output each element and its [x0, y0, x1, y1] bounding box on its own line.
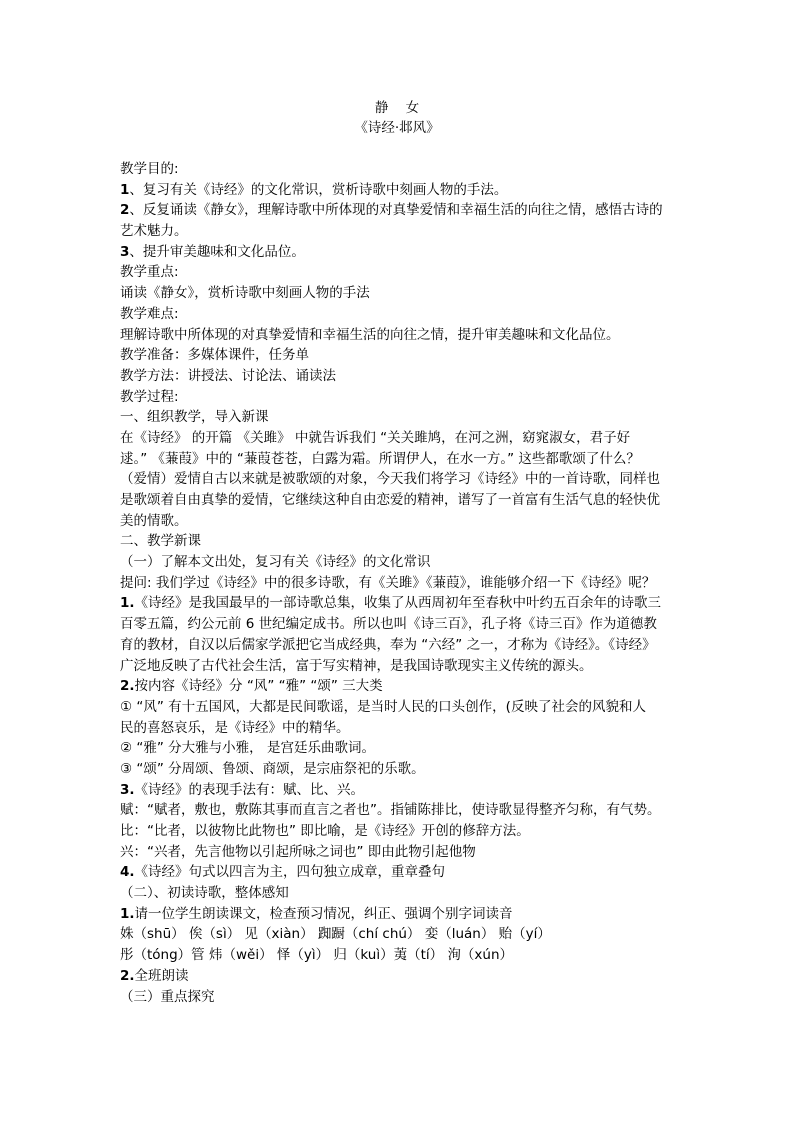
line-number: 1.	[120, 595, 135, 612]
text-line: 教学过程:	[120, 388, 179, 405]
line-number: 4.	[120, 864, 135, 881]
line-text: 请一位学生朗读课文，检查预习情况，纠正、强调个别字词读音	[134, 905, 513, 922]
text-line: 美的情歌。	[120, 512, 188, 529]
text-line: 广泛地反映了古代社会生活，富于写实精神，是我国诗歌现实主义传统的源头。	[120, 657, 593, 674]
text-line: ③ “颂” 分周颂、鲁颂、商颂，是宗庙祭祀的乐歌。	[120, 760, 425, 777]
text-line: 一、组织教学，导入新课	[120, 409, 269, 426]
text-line: 赋：“赋者，敷也，敷陈其事而直言之者也”。指铺陈排比，使诗歌显得整齐匀称，有气势。	[120, 802, 661, 819]
line-text: 《诗经》是我国最早的一部诗歌总集，收集了从西周初年至春秋中叶约五百余年的诗歌三	[134, 595, 662, 612]
line-number: 3	[120, 243, 130, 260]
text-line: （三）重点探究	[120, 988, 215, 1005]
text-line	[120, 180, 690, 201]
text-line: ① “风” 有十五国风，大都是民间歌谣，是当时人民的口头创作，(反映了社会的风貌和人	[120, 698, 646, 715]
text-line: 教学难点:	[120, 305, 179, 322]
line-number: 1.	[120, 905, 135, 922]
line-number: 1	[120, 181, 130, 198]
text-line: 是歌颂着自由真挚的爱情，它继续这种自由恋爱的精神，谱写了一首富有生活气息的轻快优	[120, 492, 660, 508]
text-line: 教学方法：讲授法、讨论法、诵读法	[120, 367, 336, 384]
line-text: 、反复诵读《静女》，理解诗歌中所体现的对真挚爱情和幸福生活的向往之情，感悟古诗的	[129, 202, 663, 219]
text-line: 比：“比者，以彼物比此物也” 即比喻，是《诗经》开创的修辞方法。	[120, 823, 530, 839]
text-line: 理解诗歌中所体现的对真挚爱情和幸福生活的向往之情，提升审美趣味和文化品位。	[120, 326, 620, 343]
text-line: 教学目的:	[120, 161, 179, 177]
text-line	[120, 676, 690, 697]
text-line: 教学准备：多媒体课件，任务单	[120, 347, 309, 364]
text-line: 兴：“兴者，先言他物以引起所咏之词也” 即由此物引起他物	[120, 843, 476, 860]
text-line: 在《诗经》 的开篇 《关雎》 中就告诉我们 “关关雎鸠，在河之洲，窈窕淑女，君子好	[120, 429, 631, 446]
line-text: 《诗经》的表现手法有：赋、比、兴。	[134, 781, 365, 798]
text-line: （一）了解本文出处，复习有关《诗经》的文化常识	[120, 554, 431, 571]
text-line: 育的教材，自汉以后儒家学派把它当成经典，奉为 “六经” 之一，才称为《诗经》。《诗经》	[120, 636, 656, 653]
text-line: ② “雅” 分大雅与小雅， 是宫廷乐曲歌词。	[120, 740, 375, 757]
line-text: 、提升审美趣味和文化品位。	[129, 243, 305, 260]
text-line	[120, 200, 690, 221]
line-text: 全班朗读	[134, 967, 189, 984]
text-line: （二）、初读诗歌，整体感知	[120, 885, 289, 902]
line-number: 2.	[120, 678, 135, 695]
line-number: 2.	[120, 967, 135, 984]
text-line: 逑。” 《蒹葭》中的 “蒹葭苍苍，白露为霜。所谓伊人，在水一方。” 这些都歌颂了什么？	[120, 450, 640, 467]
text-line	[120, 862, 690, 883]
document-subtitle: 《诗经·邶风》	[354, 120, 440, 136]
text-line	[120, 904, 690, 925]
line-text: 、复习有关《诗经》的文化常识，赏析诗歌中刻画人物的手法。	[129, 181, 508, 198]
text-line: 姝（shū） 俟（sì） 见（xiàn） 踟蹰（chí chú） 娈（luán） 贻（yí）	[120, 926, 551, 943]
text-line: 百零五篇，约公元前 6 世纪编定成书。所以也叫《诗三百》，孔子将《诗三百》作为道德教	[120, 616, 657, 633]
line-number: 3.	[120, 781, 135, 798]
text-line	[120, 780, 690, 801]
text-line: 提问: 我们学过《诗经》中的很多诗歌，有《关雎》《蒹葭》，谁能够介绍一下《诗经》呢？	[120, 574, 656, 591]
text-line: 二、教学新课	[120, 533, 201, 550]
text-line: 诵读《静女》，赏析诗歌中刻画人物的手法	[120, 285, 370, 302]
document-title: 静 女	[374, 100, 420, 116]
text-line: 教学重点:	[120, 264, 179, 281]
text-line	[120, 966, 690, 987]
text-line: 艺术魅力。	[120, 223, 188, 240]
document-body	[120, 159, 690, 1007]
line-text: 《诗经》句式以四言为主，四句独立成章，重章叠句	[134, 864, 446, 881]
text-line: 彤（tóng）管 炜（wěi） 怿（yì） 归（kuì）荑（tí） 洵（xún）	[120, 947, 514, 964]
line-text: 按内容《诗经》分 “风” “雅” “颂” 三大类	[134, 678, 383, 695]
text-line	[120, 242, 690, 263]
line-number: 2	[120, 202, 130, 219]
text-line	[120, 593, 690, 614]
text-line: 民的喜怒哀乐，是《诗经》中的精华。	[120, 719, 350, 736]
text-line: （爱情）爱情自古以来就是被歌颂的对象，今天我们将学习《诗经》中的一首诗歌，同样也	[120, 471, 660, 488]
